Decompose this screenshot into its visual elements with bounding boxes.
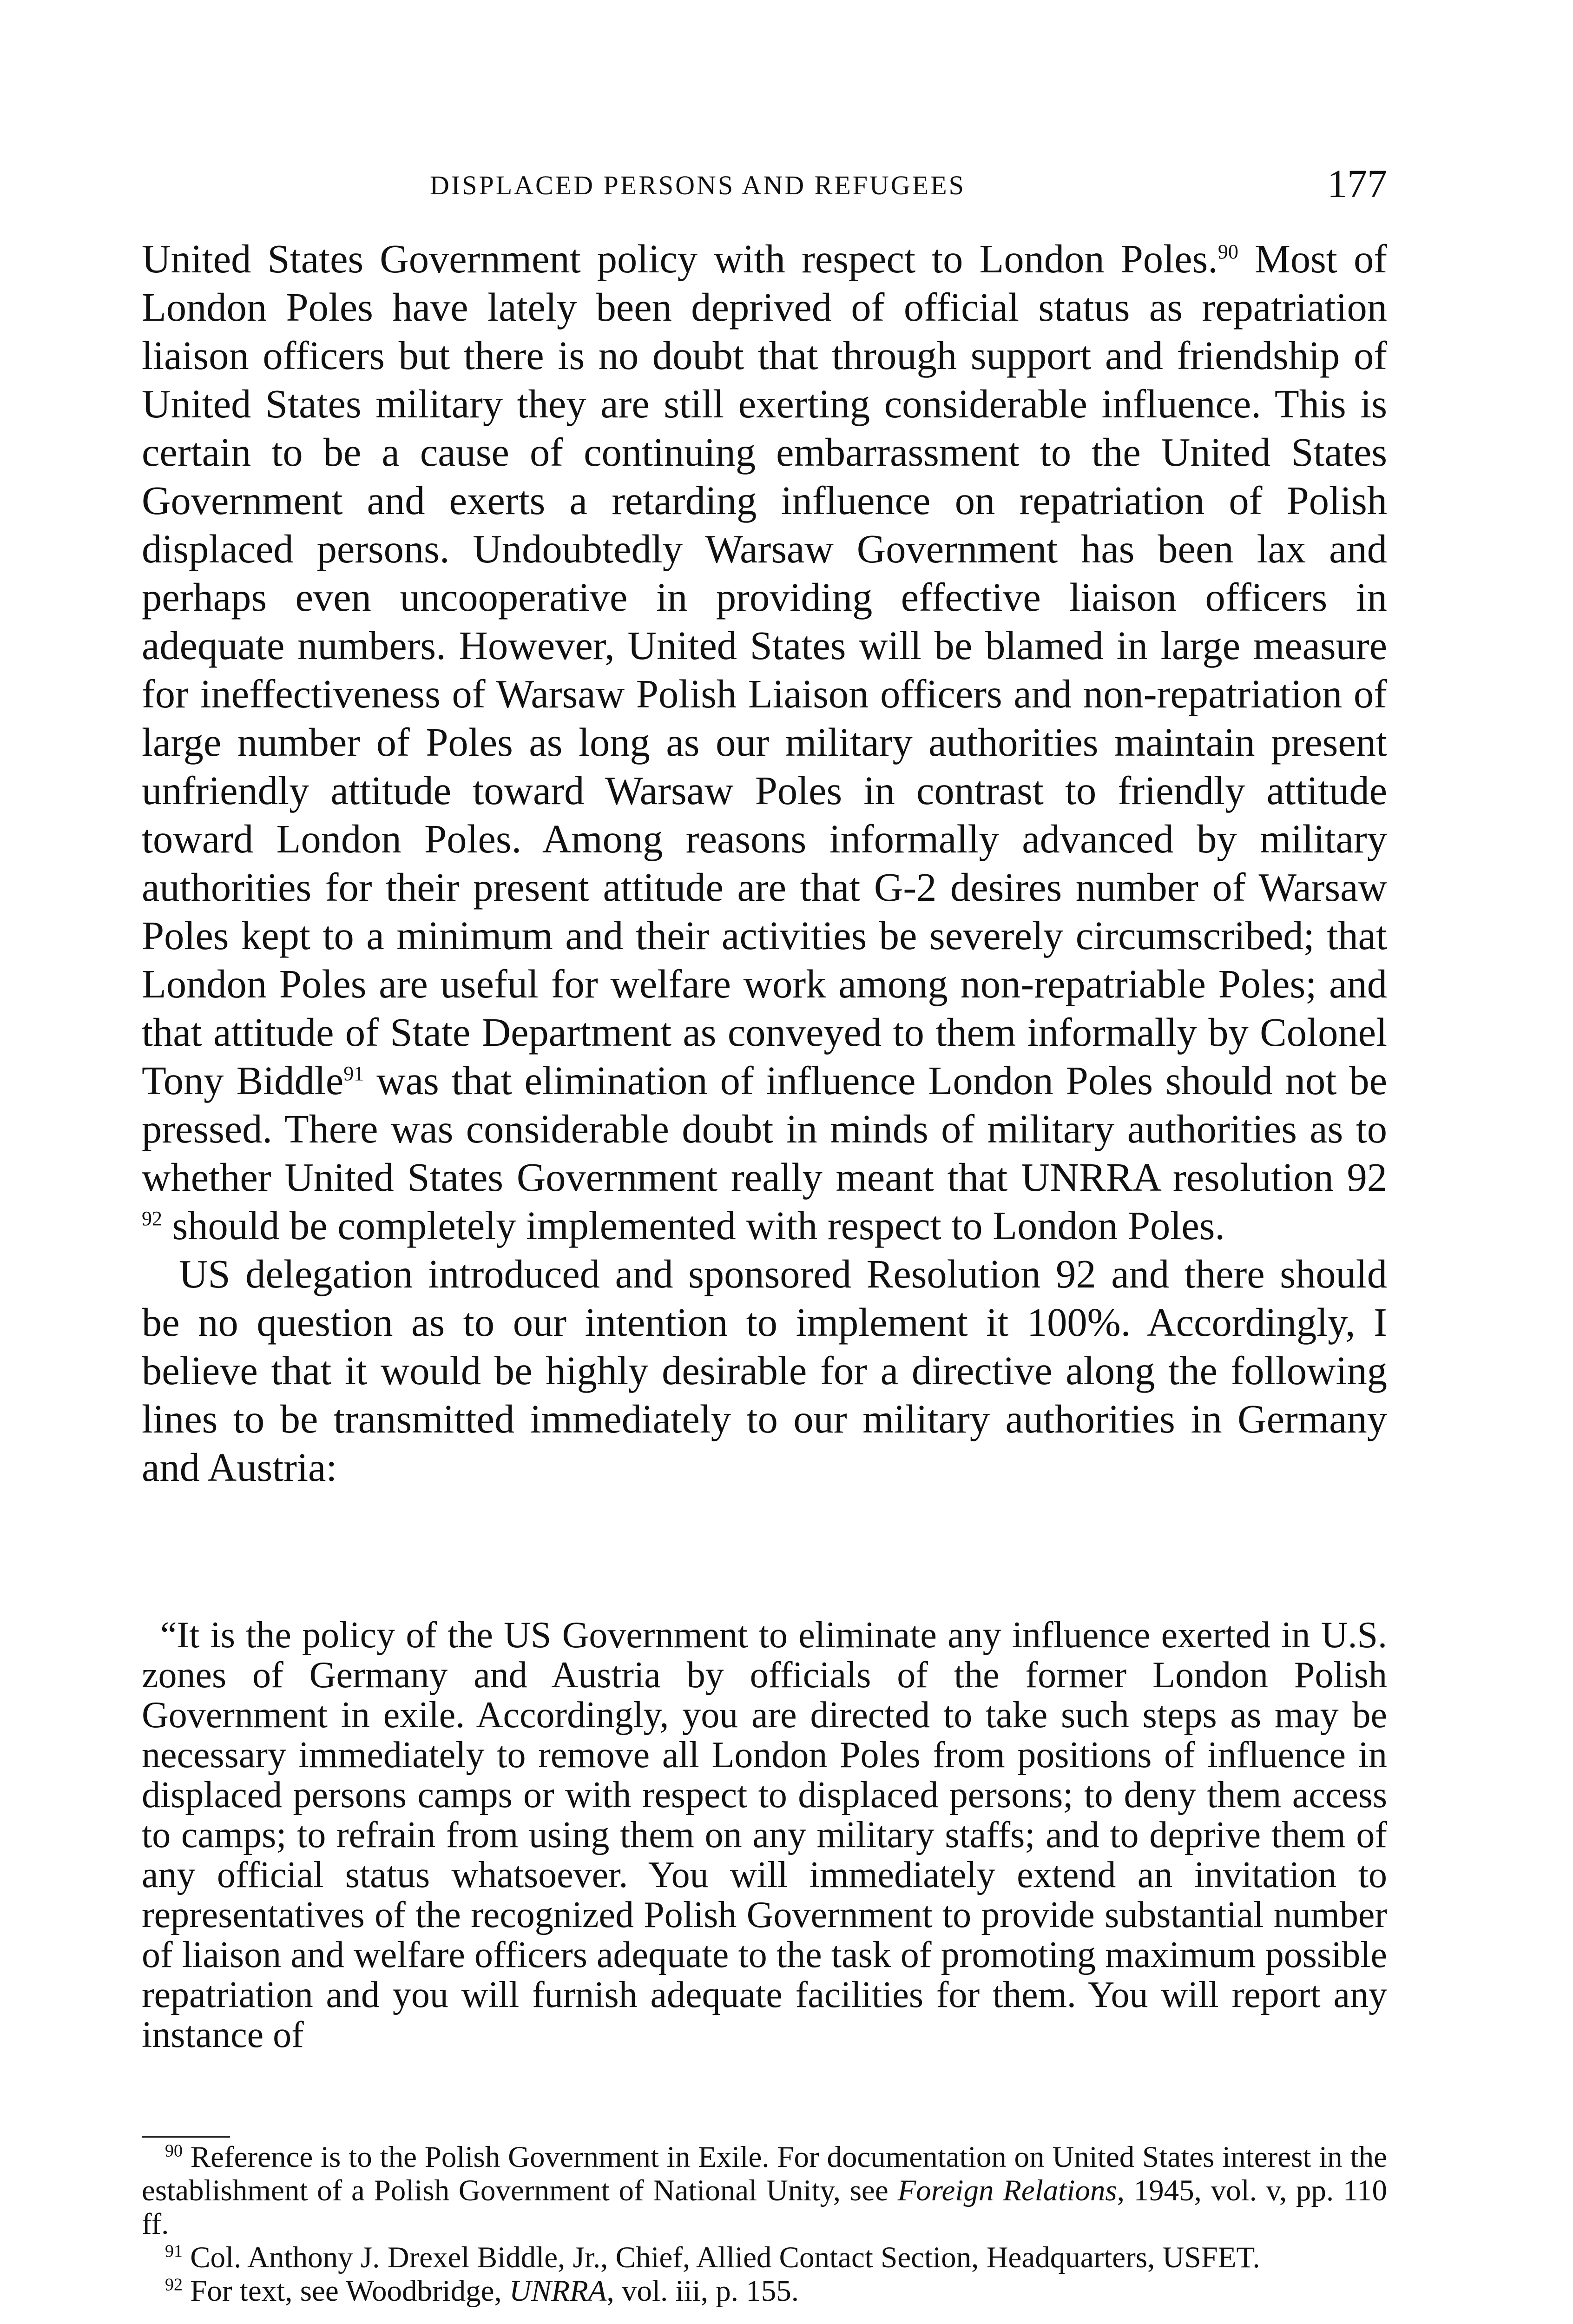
paragraph-1-part-a: United States Government policy with respect to London Poles. bbox=[142, 237, 1218, 281]
footnote-90-text-b: , 1945, vol. v, pp. 110 ff. bbox=[142, 2174, 1387, 2241]
paragraph-1 bbox=[142, 235, 1387, 1250]
footnote-rule bbox=[142, 2136, 230, 2138]
footnote-90-number: 90 bbox=[165, 2141, 183, 2161]
body-text bbox=[142, 235, 1387, 1492]
footnote-92-text-a: For text, see Woodbridge, bbox=[183, 2274, 510, 2308]
footnote-ref-91: 91 bbox=[343, 1062, 364, 1085]
running-head: DISPLACED PERSONS AND REFUGEES bbox=[430, 170, 966, 200]
paragraph-1-part-b: Most of London Poles have lately been deprived of official status as repatriation liaison officers but there is no doubt that through support and friendship of United States military they are still exerting considerable influence. This is certain to be a cause of continuing embarrassment to the United States Government and exerts a retarding influence on repatriation of Polish displaced persons. Undoubtedly Warsaw Government has been lax and perhaps even uncooperative in providing effective liaison officers in adequate numbers. However, United States will be blamed in large measure for ineffectiveness of Warsaw Polish Liaison officers and non-repatriation of large number of Poles as long as our military authorities maintain present unfriendly attitude toward Warsaw Poles in contrast to friendly attitude toward London Poles. Among reasons informally advanced by military authorities for their present attitude are that G-2 desires number of Warsaw Poles kept to a minimum and their activities be severely circumscribed; that London Poles are useful for welfare work among non-repatriable Poles; and that attitude of State Department as conveyed to them informally by Colonel Tony Biddle bbox=[142, 237, 1387, 1103]
footnote-92-number: 92 bbox=[165, 2275, 183, 2295]
paragraph-1-part-c: was that elimination of influence London Poles should not be pressed. There was considerable doubt in minds of military authorities as to whether United States Government really meant that UNRRA resolution 92 bbox=[142, 1058, 1387, 1200]
footnote-91 bbox=[142, 2241, 1387, 2274]
footnote-92 bbox=[142, 2274, 1387, 2308]
quote-text: “It is the policy of the US Government to eliminate any influence exerted in U.S. zones of Germany and Austria by officials of the former London Polish Government in exile. Accordingly, you are directed to take such steps as may be necessary immediately to remove all London Poles from positions of influence in displaced persons camps or with respect to displaced persons; to deny them access to camps; to refrain from using them on any military staffs; and to deprive them of any official status whatsoever. You will immediately extend an invitation to representatives of the recognized Polish Government to provide substantial number of liaison and welfare officers adequate to the task of promoting maximum possible repatriation and you will furnish adequate facilities for them. You will report any instance of bbox=[142, 1615, 1387, 2055]
paragraph-1-part-d: should be completely implemented with respect to London Poles. bbox=[162, 1203, 1225, 1248]
footnote-92-italic: UNRRA bbox=[509, 2274, 607, 2308]
footnote-92-text-b: , vol. iii, p. 155. bbox=[606, 2274, 799, 2308]
footnote-90-text-a: Reference is to the Polish Government in Exile. For documentation on United States interest in the establishment of a Polish Government of National Unity, see bbox=[142, 2140, 1387, 2207]
block-quote bbox=[142, 1615, 1387, 2055]
page-number: 177 bbox=[1327, 161, 1387, 206]
footnote-ref-90: 90 bbox=[1218, 240, 1238, 264]
page-header bbox=[142, 160, 1387, 211]
footnote-ref-92: 92 bbox=[142, 1207, 162, 1230]
footnote-91-text: Col. Anthony J. Drexel Biddle, Jr., Chief, Allied Contact Section, Headquarters, USFET. bbox=[183, 2241, 1260, 2274]
footnote-90 bbox=[142, 2140, 1387, 2241]
footnote-90-italic: Foreign Relations bbox=[897, 2174, 1117, 2207]
footnotes bbox=[142, 2140, 1387, 2308]
paragraph-2: US delegation introduced and sponsored Resolution 92 and there should be no question as to our intention to implement it 100%. Accordingly, I believe that it would be highly desirable for a directive along the following lines to be transmitted immediately to our military authorities in Germany and Austria: bbox=[142, 1252, 1387, 1490]
footnote-91-number: 91 bbox=[165, 2241, 183, 2261]
